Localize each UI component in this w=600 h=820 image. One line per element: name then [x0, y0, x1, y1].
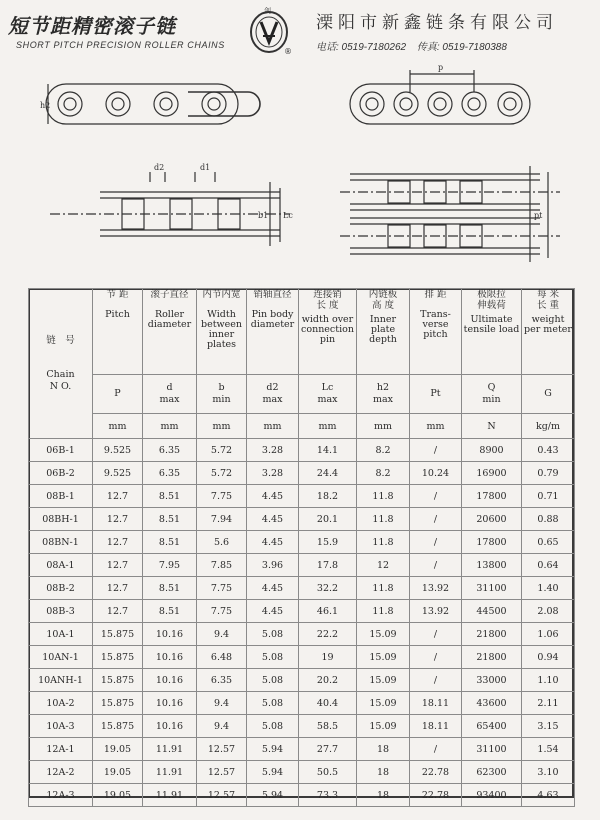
label-lc: Lc: [283, 211, 293, 220]
table-cell: 10.16: [143, 646, 197, 669]
table-cell: 22.2: [299, 623, 357, 646]
table-cell: 8.51: [143, 485, 197, 508]
table-cell: 7.75: [197, 485, 247, 508]
company-name: 溧阳市新鑫链条有限公司: [316, 13, 558, 33]
table-cell: 4.45: [247, 531, 299, 554]
unit-cell: mm: [299, 414, 357, 439]
table-cell: 2.08: [522, 600, 575, 623]
table-cell: 44500: [462, 600, 522, 623]
table-cell: 9.525: [93, 439, 143, 462]
table-cell: 11.8: [357, 485, 410, 508]
table-cell: /: [410, 646, 462, 669]
symbol-row: [29, 375, 575, 414]
single-chain-top-view: [50, 172, 290, 246]
table-cell: 73.3: [299, 784, 357, 807]
table-row: [29, 784, 575, 807]
chain-drawings: [0, 62, 600, 287]
table-cell: 17.8: [299, 554, 357, 577]
table-cell: 11.91: [143, 761, 197, 784]
col-header: 排 距 Trans-verse pitch: [410, 289, 462, 375]
table-cell: 22.78: [410, 761, 462, 784]
table-cell: 65400: [462, 715, 522, 738]
table-cell: 19.05: [93, 761, 143, 784]
table-row: [29, 623, 575, 646]
table-cell: 8.2: [357, 462, 410, 485]
fax-number: 传真: 0519-7180388: [416, 42, 507, 53]
double-chain-top-view: [340, 166, 560, 262]
table-cell: 24.4: [299, 462, 357, 485]
table-cell: 4.45: [247, 508, 299, 531]
col-header: 销轴直径 Pin body diameter: [247, 289, 299, 375]
table-cell: 2.11: [522, 692, 575, 715]
chain-no-cell: 12A-1: [29, 738, 93, 761]
table-cell: 13.92: [410, 600, 462, 623]
table-cell: 12.7: [93, 485, 143, 508]
unit-cell: mm: [197, 414, 247, 439]
table-row: [29, 692, 575, 715]
table-cell: 5.94: [247, 738, 299, 761]
table-cell: 15.09: [357, 669, 410, 692]
col-header: 每 米长 重 weight per meter: [522, 289, 575, 375]
table-row: [29, 669, 575, 692]
table-cell: 15.09: [357, 692, 410, 715]
table-row: [29, 462, 575, 485]
table-cell: 4.45: [247, 600, 299, 623]
chain-no-cell: 08A-1: [29, 554, 93, 577]
table-cell: 9.4: [197, 715, 247, 738]
table-cell: 4.45: [247, 577, 299, 600]
table-cell: 3.28: [247, 439, 299, 462]
table-cell: 20600: [462, 508, 522, 531]
table-cell: 50.5: [299, 761, 357, 784]
chain-no-cell: 12A-2: [29, 761, 93, 784]
col-header: 连接销长 度 width over connection pin: [299, 289, 357, 375]
table-cell: 19: [299, 646, 357, 669]
table-cell: 5.72: [197, 462, 247, 485]
chain-no-cell: 06B-1: [29, 439, 93, 462]
chain-no-header: 链 号 Chain N O.: [29, 289, 93, 439]
chain-no-cell: 06B-2: [29, 462, 93, 485]
col-header: 内链板高 度 Inner plate depth: [357, 289, 410, 375]
table-cell: 3.28: [247, 462, 299, 485]
table-cell: 15.9: [299, 531, 357, 554]
table-cell: 11.8: [357, 531, 410, 554]
table-cell: 0.71: [522, 485, 575, 508]
title-english: SHORT PITCH PRECISION ROLLER CHAINS: [16, 40, 225, 50]
table-cell: 15.09: [357, 715, 410, 738]
table-cell: /: [410, 485, 462, 508]
table-cell: 4.63: [522, 784, 575, 807]
table-cell: 12.57: [197, 784, 247, 807]
chain-no-cell: 10A-1: [29, 623, 93, 646]
table-cell: 8.51: [143, 600, 197, 623]
table-cell: 5.72: [197, 439, 247, 462]
symbol-cell: d2 max: [247, 375, 299, 414]
table-cell: 12.57: [197, 761, 247, 784]
table-cell: /: [410, 439, 462, 462]
table-cell: 18.2: [299, 485, 357, 508]
unit-row: [29, 414, 575, 439]
table-cell: 12.7: [93, 508, 143, 531]
table-cell: 27.7: [299, 738, 357, 761]
table-cell: 12.7: [93, 600, 143, 623]
table-cell: 4.45: [247, 485, 299, 508]
label-b1: b1: [258, 211, 269, 220]
table-cell: 18.11: [410, 692, 462, 715]
table-cell: 19.05: [93, 784, 143, 807]
chain-no-cell: 10ANH-1: [29, 669, 93, 692]
table-cell: 12.7: [93, 531, 143, 554]
table-cell: 12.7: [93, 554, 143, 577]
chain-no-cell: 08B-1: [29, 485, 93, 508]
table-cell: 5.94: [247, 761, 299, 784]
table-cell: 21800: [462, 623, 522, 646]
table-cell: 21800: [462, 646, 522, 669]
chain-no-cell: 08BH-1: [29, 508, 93, 531]
table-cell: 19.05: [93, 738, 143, 761]
table-cell: 40.4: [299, 692, 357, 715]
table-cell: 33000: [462, 669, 522, 692]
table-cell: 15.875: [93, 623, 143, 646]
table-cell: /: [410, 554, 462, 577]
table-cell: 1.54: [522, 738, 575, 761]
unit-cell: mm: [143, 414, 197, 439]
table-cell: 20.1: [299, 508, 357, 531]
table-cell: 93400: [462, 784, 522, 807]
symbol-cell: Lc max: [299, 375, 357, 414]
table-row: [29, 715, 575, 738]
table-cell: 15.875: [93, 669, 143, 692]
table-cell: 1.40: [522, 577, 575, 600]
title-chinese: 短节距精密滚子链: [8, 14, 176, 38]
svg-text:®: ®: [284, 47, 292, 56]
table-cell: 0.43: [522, 439, 575, 462]
table-cell: 6.35: [143, 439, 197, 462]
chain-no-cell: 08B-2: [29, 577, 93, 600]
table-cell: 20.2: [299, 669, 357, 692]
label-d2: d2: [154, 163, 165, 172]
table-cell: 6.48: [197, 646, 247, 669]
table-cell: 18: [357, 738, 410, 761]
table-cell: 10.16: [143, 715, 197, 738]
symbol-cell: h2 max: [357, 375, 410, 414]
unit-cell: mm: [93, 414, 143, 439]
table-row: [29, 485, 575, 508]
table-cell: 58.5: [299, 715, 357, 738]
table-row: [29, 577, 575, 600]
table-row: [29, 738, 575, 761]
table-cell: 31100: [462, 738, 522, 761]
table-row: [29, 508, 575, 531]
table-cell: 6.35: [197, 669, 247, 692]
table-cell: 17800: [462, 531, 522, 554]
symbol-cell: d max: [143, 375, 197, 414]
spec-table: [28, 288, 575, 807]
table-cell: 8.2: [357, 439, 410, 462]
table-cell: 8.51: [143, 531, 197, 554]
chain-no-cell: 10AN-1: [29, 646, 93, 669]
table-cell: 13.92: [410, 577, 462, 600]
chain-no-cell: 08B-3: [29, 600, 93, 623]
table-cell: /: [410, 738, 462, 761]
label-p: p: [438, 63, 444, 72]
chain-no-cell: 08BN-1: [29, 531, 93, 554]
table-cell: 7.95: [143, 554, 197, 577]
table-cell: 32.2: [299, 577, 357, 600]
table-row: [29, 646, 575, 669]
unit-cell: mm: [410, 414, 462, 439]
symbol-cell: Q min: [462, 375, 522, 414]
table-cell: 0.79: [522, 462, 575, 485]
table-cell: 11.91: [143, 738, 197, 761]
chain-no-cell: 10A-2: [29, 692, 93, 715]
table-cell: 7.94: [197, 508, 247, 531]
label-d1: d1: [200, 163, 211, 172]
unit-cell: N: [462, 414, 522, 439]
col-header: 滚子直径 Roller diameter: [143, 289, 197, 375]
table-cell: 43600: [462, 692, 522, 715]
table-cell: 8900: [462, 439, 522, 462]
table-row: [29, 531, 575, 554]
table-cell: 5.08: [247, 715, 299, 738]
table-cell: 14.1: [299, 439, 357, 462]
table-cell: 5.6: [197, 531, 247, 554]
table-cell: 1.10: [522, 669, 575, 692]
table-cell: 15.875: [93, 692, 143, 715]
table-cell: 13800: [462, 554, 522, 577]
table-cell: /: [410, 508, 462, 531]
table-cell: 7.85: [197, 554, 247, 577]
symbol-cell: b min: [197, 375, 247, 414]
table-cell: 10.16: [143, 623, 197, 646]
table-cell: 10.16: [143, 669, 197, 692]
table-cell: 31100: [462, 577, 522, 600]
single-chain-side-view: [46, 84, 260, 124]
table-row: [29, 600, 575, 623]
table-cell: 9.525: [93, 462, 143, 485]
symbol-cell: P: [93, 375, 143, 414]
table-cell: 3.15: [522, 715, 575, 738]
table-cell: 9.4: [197, 692, 247, 715]
chain-no-cell: 10A-3: [29, 715, 93, 738]
table-cell: 5.08: [247, 692, 299, 715]
table-cell: 7.75: [197, 600, 247, 623]
table-row: [29, 439, 575, 462]
table-cell: /: [410, 669, 462, 692]
table-cell: /: [410, 531, 462, 554]
table-cell: 11.91: [143, 784, 197, 807]
header-row: [29, 289, 575, 375]
table-cell: 11.8: [357, 600, 410, 623]
label-h2: h2: [40, 101, 51, 110]
label-pt: pt: [534, 211, 543, 220]
table-cell: 8.51: [143, 508, 197, 531]
table-cell: 10.16: [143, 692, 197, 715]
col-header: 节 距 Pitch: [93, 289, 143, 375]
phone-number: 电话: 0519-7180262: [316, 42, 407, 53]
table-cell: 12.57: [197, 738, 247, 761]
table-cell: 46.1: [299, 600, 357, 623]
table-cell: 11.8: [357, 577, 410, 600]
table-cell: 18: [357, 784, 410, 807]
table-cell: 15.09: [357, 646, 410, 669]
unit-cell: kg/m: [522, 414, 575, 439]
unit-cell: mm: [357, 414, 410, 439]
table-cell: 1.06: [522, 623, 575, 646]
table-cell: 8.51: [143, 577, 197, 600]
table-cell: 18: [357, 761, 410, 784]
table-cell: 12.7: [93, 577, 143, 600]
table-row: [29, 761, 575, 784]
table-cell: 3.10: [522, 761, 575, 784]
symbol-cell: Pt: [410, 375, 462, 414]
table-cell: 9.4: [197, 623, 247, 646]
table-cell: 0.88: [522, 508, 575, 531]
page-header: [0, 0, 600, 62]
table-cell: 5.94: [247, 784, 299, 807]
table-cell: 18.11: [410, 715, 462, 738]
unit-cell: mm: [247, 414, 299, 439]
table-cell: 15.09: [357, 623, 410, 646]
table-cell: 15.875: [93, 646, 143, 669]
col-header: 内节内宽 Width between inner plates: [197, 289, 247, 375]
svg-text:剑: 剑: [264, 7, 271, 15]
table-row: [29, 554, 575, 577]
table-cell: 7.75: [197, 577, 247, 600]
table-cell: 6.35: [143, 462, 197, 485]
table-cell: 5.08: [247, 623, 299, 646]
table-cell: 12: [357, 554, 410, 577]
table-cell: 0.65: [522, 531, 575, 554]
table-cell: 16900: [462, 462, 522, 485]
table-cell: 3.96: [247, 554, 299, 577]
table-cell: 5.08: [247, 646, 299, 669]
contact-info: [316, 38, 515, 53]
table-cell: 15.875: [93, 715, 143, 738]
company-logo-icon: [244, 6, 294, 58]
table-cell: 10.24: [410, 462, 462, 485]
table-cell: 5.08: [247, 669, 299, 692]
table-cell: /: [410, 623, 462, 646]
chain-no-cell: 12A-3: [29, 784, 93, 807]
col-header: 极限拉伸载荷 Ultimate tensile load: [462, 289, 522, 375]
double-chain-side-view: [350, 70, 530, 124]
table-cell: 22.78: [410, 784, 462, 807]
table-cell: 17800: [462, 485, 522, 508]
table-cell: 0.64: [522, 554, 575, 577]
table-cell: 0.94: [522, 646, 575, 669]
table-cell: 11.8: [357, 508, 410, 531]
table-cell: 62300: [462, 761, 522, 784]
symbol-cell: G: [522, 375, 575, 414]
